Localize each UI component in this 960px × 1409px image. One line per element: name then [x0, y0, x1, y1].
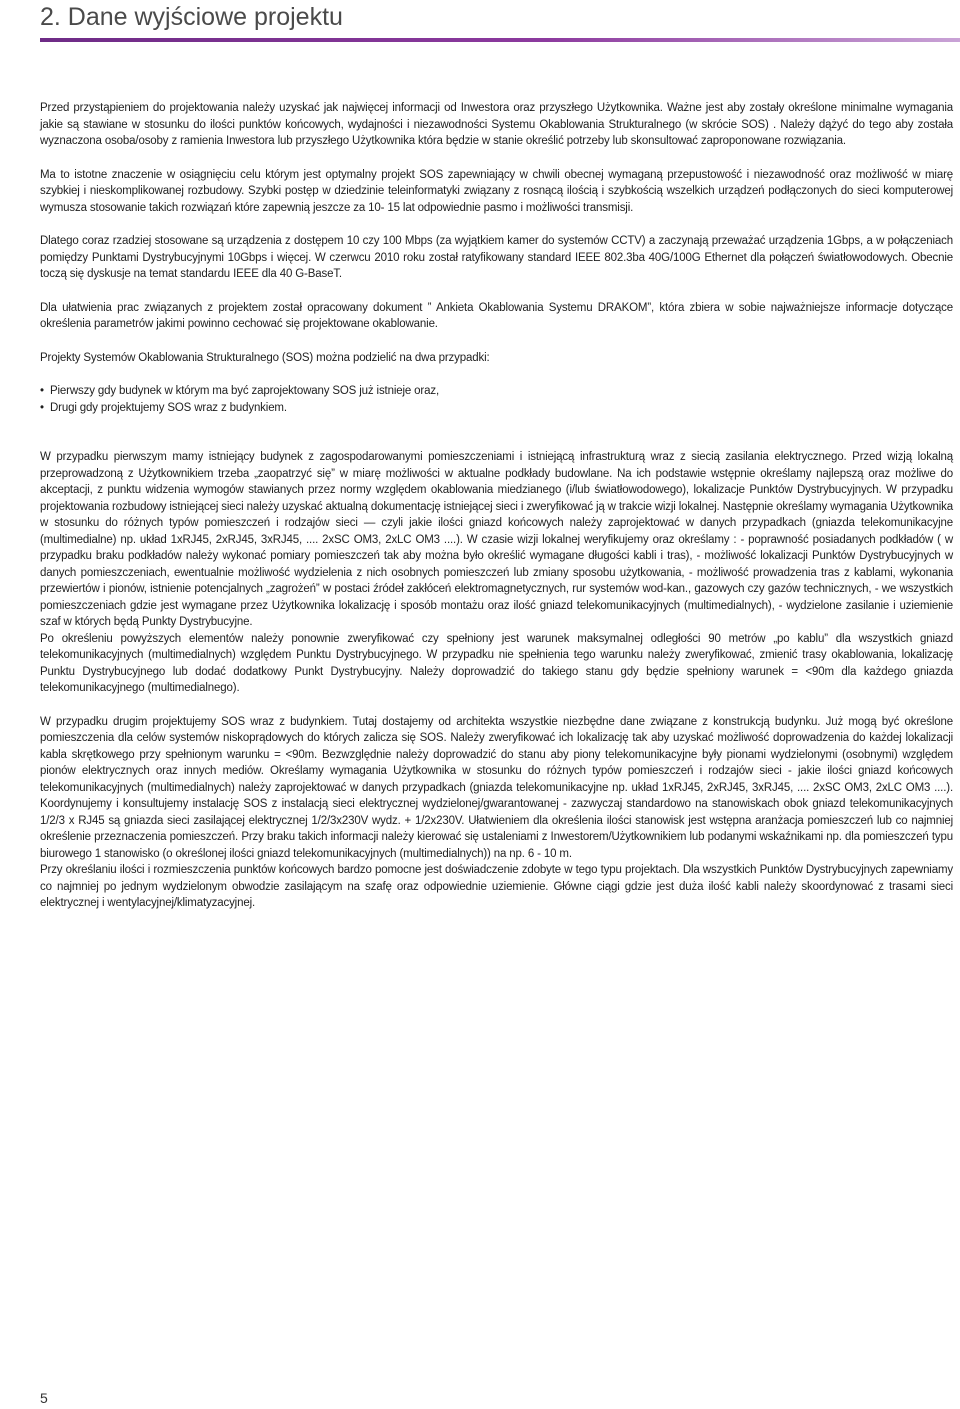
document-body	[40, 100, 953, 912]
cases-list	[40, 383, 953, 416]
intro-paragraph: Przed przystąpieniem do projektowania należy uzyskać jak najwięcej informacji od Inwestora oraz przyszłego Użytkownika. Ważne jest aby zostały określone minimalne wymagania jakie są stawiane w stosunku do ilości punktów końcowych, wydajności i niezawodności Systemu Okablowania Strukturalnego (w skrócie SOS) . Należy dążyć do tego aby została wyznaczona osoba/osoby z ramienia Inwestora lub przyszłego Użytkownika która będzie w stanie określić potrzeby lub skonsultować zaproponowane rozwiązania.	[40, 102, 953, 147]
page-title: 2. Dane wyjściowe projektu	[40, 3, 343, 31]
survey-paragraph: Dla ułatwienia prac związanych z projektem został opracowany dokument ” Ankieta Okablowania Systemu DRAKOM”, która zbiera w sobie najważniejsze informacje dotyczące określenia parametrów jakimi powinno cechować się projektowane okablowanie.	[40, 301, 953, 330]
bandwidth-paragraph: Dlatego coraz rzadziej stosowane są urządzenia z dostępem 10 czy 100 Mbps (za wyjątkiem kamer do systemów CCTV) a zaczynają przeważać urządzenia 1Gbps, a w połączeniach pomiędzy Punktami Dystrybucyjnymi 10Gbps i więcej. W czerwcu 2010 roku został ratyfikowany standard IEEE 802.3ba 40G/100G Ethernet dla połączeń światłowodowych. Obecnie toczą się dyskusje na temat standardu IEEE dla 40 G-BaseT.	[40, 235, 953, 280]
case-two-endpoints-paragraph: Przy określaniu ilości i rozmieszczenia punktów końcowych bardzo pomocne jest doświadczenie zdobyte w tego typu projektach. Dla wszystkich Punktów Dystrybucyjnych zapewniamy co najmniej po jednym wydzielonym obwodzie zasilającym na szafę oraz odpowiednie uziemienie. Główne ciągi gdzie jest duża ilość kabli należy skoordynować z trasami sieci elektrycznej i wentylacyjnej/klimatyzacyjnej.	[40, 864, 953, 909]
case-one-verification-paragraph: Po określeniu powyższych elementów należy ponownie zweryfikować czy spełniony jest warunek maksymalnej odległości 90 metrów „po kablu” dla wszystkich gniazd telekomunikacyjnych (multimedialnych) względem Punktu Dystrybucyjnego. W przypadku nie spełnienia tego warunku należy zweryfikować, zmienić trasy okablowania, lokalizację Punktu Dystrybucyjnego lub dodać dodatkowy Punkt Dystrybucyjny. Należy doprowadzić do takiego stanu gdy będzie spełniony warunek = <90m dla każdego gniazda telekomunikacyjnego (multimedialnego).	[40, 632, 953, 694]
cases-intro-paragraph: Projekty Systemów Okablowania Strukturalnego (SOS) można podzielić na dwa przypadki:	[40, 351, 490, 364]
goal-paragraph: Ma to istotne znaczenie w osiągnięciu celu którym jest optymalny projekt SOS zapewniający w chwili obecnej wymaganą przepustowość i niezawodność oraz możliwość w miarę szybkiej i nieskomplikowanej rozbudowy. Szybki postęp w dziedzinie teleinformatyki związany z rosnącą ilością i szybkością wszelkich urządzeń podłączonych do sieci komputerowej wymusza stosowanie takich rozwiązań które zapewnią jeszcze za 10- 15 lat odpowiednie pasmo i możliwości transmisji.	[40, 168, 953, 214]
page-number: 5	[40, 1390, 48, 1406]
bullet-icon: •	[40, 385, 44, 397]
case-two-paragraph: W przypadku drugim projektujemy SOS wraz z budynkiem. Tutaj dostajemy od architekta wszystkie niezbędne dane związane z konstrukcją budynku. Już mogą być określone pomieszczenia dla celów systemów niskoprądowych do których zalicza się SOS. Należy zweryfikować ich lokalizację tak aby uzyskać możliwość doprowadzenia do każdej lokalizacji kabla skrętkowego przy spełnionym warunku = <90m. Bezwzględnie należy doprowadzić do stanu aby piony telekomunikacyjne były pionami wydzielonymi (osobnymi) względem pionów elektrycznych oraz innych mediów. Określamy wymagania Użytkownika w stosunku do różnych typów pomieszczeń i rodzajów sieci - jakie ilości gniazd końcowych telekomunikacyjnych (multimedialnych) należy zaprojektować w danych przypadkach (gniazda telekomunikacyjne np. układ 1xRJ45, 2xRJ45, 3xRJ45, .... 2xSC OM3, 2xLC OM3 ....). Koordynujemy i konsultujemy instalację SOS z instalacją sieci elektrycznej wydzielonej/gwarantowanej - zazwyczaj standardowo na stanowiskach obok gniazd telekomunikacyjnych 1/2/3 x RJ45 są gniazda sieci zasilającej elektrycznej 1/2/3x230V wydz. + 1/2x230V. Ułatwieniem dla określenia ilości stanowisk jest wstępna aranżacja pomieszczeń lub co najmniej określenie przeznaczenia pomieszczeń. Przy braku takich informacji należy kierować się ustaleniami z Inwestorem/Użytkownikiem lub podanymi wskaźnikami np. dla pomieszczeń typu biurowego 1 stanowisko (o określonej ilości gniazd telekomunikacyjnych (multimedialnych)) na np. 6 - 10 m.	[40, 715, 953, 860]
list-item-text: Drugi gdy projektujemy SOS wraz z budynkiem.	[50, 401, 287, 414]
title-underline	[40, 38, 960, 42]
case-one-paragraph: W przypadku pierwszym mamy istniejący budynek z zagospodarowanymi pomieszczeniami i istniejącą infrastrukturą wraz z siecią zasilania elektrycznego. Przed wizją lokalną przeprowadzoną z Użytkownikiem trzeba „zaopatrzyć się” w miarę możliwości w aktualne podkłady budowlane. Na ich podstawie wstępnie określamy najlepszą oraz możliwe do akceptacji, z punktu widzenia wymogów stawianych przez normy względem okablowania miedzianego (i/lub światłowodowego), lokalizacje Punktów Dystrybucyjnych. W przypadku projektowania rozbudowy istniejącej sieci należy uzyskać aktualną dokumentację istniejącej sieci i zweryfikować ją w trakcie wizji lokalnej. Następnie określamy wymagania Użytkownika w stosunku do różnych typów pomieszczeń i rodzajów sieci — czyli jakie ilości gniazd końcowych należy zaprojektować w danych przypadkach (gniazda telekomunikacyjne (multimedialne) np. układ 1xRJ45, 2xRJ45, 3xRJ45, .... 2xSC OM3, 2xLC OM3 ....). W czasie wizji lokalnej weryfikujemy oraz określamy : - poprawność posiadanych podkładów ( w przypadku braku podkładów należy wykonać pomiary pomieszczeń tak aby można było określić wymagane długości kabli i tras), - możliwość lokalizacji Punktów Dystrybucyjnych w danych pomieszczeniach, ewentualnie możliwość wydzielenia z nich osobnych pomieszczeń lub zmiany sposobu użytkowania, - możliwość prowadzenia tras z kablami, wykonania przewiertów i pionów, istnienie potencjalnych „zagrożeń” w postaci źródeł zakłóceń elektromagnetycznych, rur systemów wod-kan., gazowych czy gazów technicznych, - we wszystkich pomieszczeniach gdzie jest wymagane przez Użytkownika lokalizację i sposób montażu oraz ilość gniazd telekomunikacyjnych (multimedialnych), - wydzielone zasilanie i uziemienie szaf w których będą Punkty Dystrybucyjne.	[40, 451, 953, 628]
list-item	[40, 383, 953, 400]
bullet-icon: •	[40, 401, 44, 414]
list-item	[40, 400, 953, 417]
list-item-text: Pierwszy gdy budynek w którym ma być zaprojektowany SOS już istnieje oraz,	[50, 385, 440, 397]
